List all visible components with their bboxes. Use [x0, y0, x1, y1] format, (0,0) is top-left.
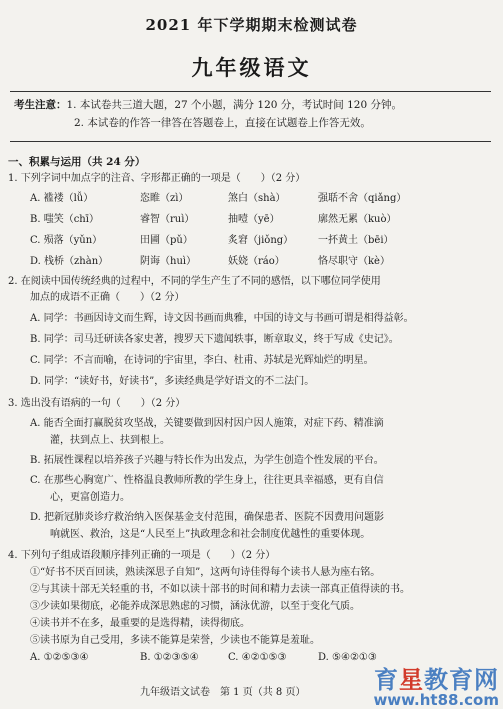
question-2-option-b: B. 同学：司马迁研读各家史著，搜罗天下遗闻轶事，断章取义，终于写成《史记》。 — [30, 334, 399, 345]
q1-cell: 抽噎（yē） — [228, 214, 280, 225]
q1-cell: 妖娆（ráo） — [228, 256, 285, 267]
q1-cell: 煞白（shà） — [228, 193, 286, 204]
q4-option: D. ⑤④②①③ — [318, 652, 377, 663]
q4-option: A. ①②⑤③④ — [30, 652, 89, 663]
question-4-sentence-5: ⑤读书原为自己受用，多读不能算是荣誉，少读也不能算是羞耻。 — [30, 635, 320, 646]
watermark-url: www.ht88.com — [373, 691, 499, 709]
exam-title: 2021 年下学期期末检测试卷 — [145, 16, 358, 34]
q1-cell: 廓然无累（kuò） — [318, 214, 397, 225]
question-3-option-b: B. 拓展性课程以培养孩子兴趣与特长作为出发点，为学生创造个性发展的平台。 — [30, 455, 384, 466]
question-4-sentence-3: ③少读如果彻底，必能养成深思熟虑的习惯，涵泳优游，以至于变化气质。 — [30, 601, 360, 612]
question-3-option-d-line-2: 响就医、救治，这是“人民至上”执政理念和社会制度优越性的重要体现。 — [50, 529, 371, 540]
question-1-stem: 1. 下列字词中加点字的注音、字形都正确的一项是（ ）（2 分） — [8, 173, 306, 184]
q1-cell: 田圃（pǔ） — [140, 235, 193, 246]
question-1-row-d — [30, 252, 438, 267]
question-4-sentence-4: ④读书并不在多，最重要的是选得精，读得彻底。 — [30, 618, 250, 629]
q1-cell: D. 栈桥（zhàn） — [30, 256, 109, 267]
q1-cell: A. 褴褛（lǚ） — [30, 193, 94, 204]
question-2-stem-line-1: 2. 在阅读中国传统经典的过程中，不同的学生产生了不同的感悟，以下哪位同学使用 — [8, 276, 381, 287]
question-4-sentence-2: ②与其读十部无关轻重的书，不如以读十部书的时间和精力去读一部真正值得读的书。 — [30, 584, 410, 595]
notice-item-2: 2. 本试卷的作答一律答在答题卷上，直接在试题卷上作答无效。 — [74, 117, 371, 129]
notice-item-1: 1. 本试卷共三道大题，27 个小题，满分 120 分，考试时间 120 分钟。 — [66, 99, 402, 111]
q1-cell: C. 殒落（yǔn） — [30, 235, 103, 246]
question-2-option-a: A. 同学：书画因诗文而生辉，诗文因书画而典雅，中国的诗文与书画可谓是相得益彰。 — [30, 313, 414, 324]
section-heading: 一、积累与运用（共 24 分） — [8, 156, 146, 168]
q4-option: B. ①②③⑤④ — [140, 652, 199, 663]
site-watermark — [373, 660, 499, 709]
watermark-text: 育 — [374, 666, 399, 694]
exam-notice — [14, 96, 402, 132]
question-3-option-a-line-1: A. 能否全面打赢脱贫攻坚战，关键要做到因村因户因人施策，对症下药、精准滴 — [30, 418, 384, 429]
question-3-stem: 3. 选出没有语病的一句（ ）（2 分） — [8, 398, 186, 409]
question-1-row-c — [30, 231, 438, 246]
q1-cell: 恣睢（zì） — [140, 193, 189, 204]
question-4-sentence-1: ①“好书不厌百回读，熟读深思子自知”，这两句诗佳得每个读书人悬为座右铭。 — [30, 567, 381, 578]
question-1-row-b — [30, 210, 438, 225]
top-divider — [10, 91, 491, 92]
q1-cell: 强聒不舍（qiǎng） — [318, 193, 407, 204]
question-3-option-d-line-1: D. 把新冠肺炎诊疗救治纳入医保基金支付范围，确保患者、医院不因费用问题影 — [30, 512, 385, 523]
watermark-text: 教育网 — [424, 666, 499, 694]
question-3-option-c-line-2: 心，更富创造力。 — [50, 492, 130, 503]
q1-cell: 炙窘（jiǒng） — [228, 235, 294, 246]
question-3-option-a-line-2: 灌，扶到点上、扶到根上。 — [50, 435, 170, 446]
q1-cell: 睿智（ruì） — [140, 214, 195, 225]
q1-cell: 阴诲（huì） — [140, 256, 197, 267]
question-1-row-a — [30, 189, 438, 204]
question-4-stem: 4. 下列句子组成语段顺序排列正确的一项是（ ）（2 分） — [8, 550, 276, 561]
watermark-text: 星 — [399, 666, 424, 694]
question-3-option-c-line-1: C. 在那些心胸宽广、性格温良教师所教的学生身上，往往更具幸福感，更有自信 — [30, 475, 384, 486]
question-2-option-c: C. 同学：不言而喻，在诗词的宇宙里，李白、杜甫、苏轼是光辉灿烂的明星。 — [30, 355, 374, 366]
q4-option: C. ④②①⑤③ — [228, 652, 287, 663]
question-2-stem-line-2: 加点的成语不正确（ ）（2 分） — [30, 292, 185, 303]
bottom-divider — [10, 141, 491, 142]
page-footer: 九年级语文试卷 第 1 页（共 8 页） — [140, 687, 306, 698]
question-2-option-d: D. 同学：“读好书，好读书”，多读经典是学好语文的不二法门。 — [30, 376, 315, 387]
q1-cell: 一抔黄土（bēi） — [318, 235, 394, 246]
subject-title: 九年级语文 — [191, 55, 312, 80]
q1-cell: B. 嗤笑（chī） — [30, 214, 99, 225]
notice-label: 考生注意： — [14, 99, 67, 111]
q1-cell: 恪尽职守（kè） — [318, 256, 390, 267]
